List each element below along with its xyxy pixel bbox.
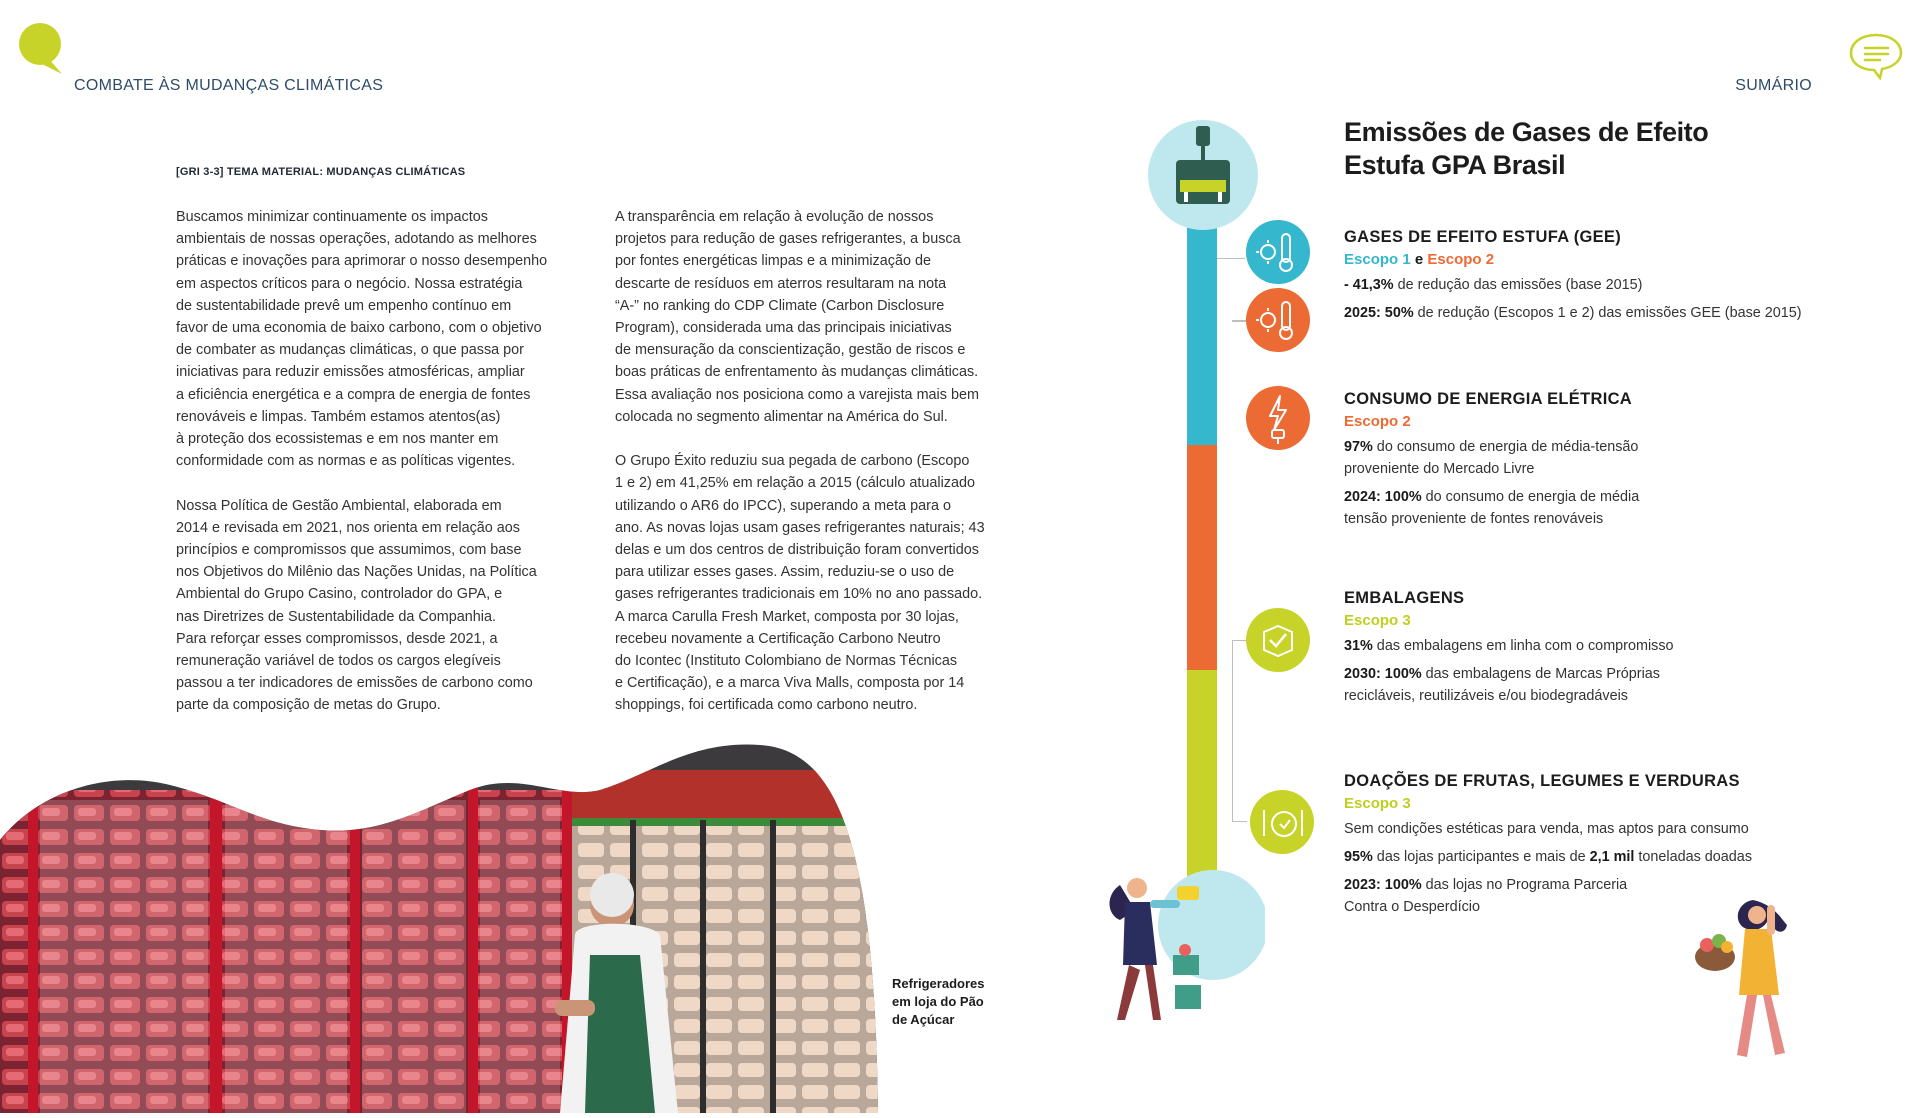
photo-caption: Refrigeradores em loja do Pão de Açúcar	[892, 976, 985, 1027]
connector-gee-2	[1232, 320, 1247, 322]
packaging-line-1: 31% das embalagens em linha com o compromisso	[1344, 638, 1674, 654]
refrigerators-photo	[0, 730, 880, 1113]
donations-line-1: Sem condições estéticas para venda, mas aptos para consumo	[1344, 821, 1749, 837]
person-illustration	[1095, 870, 1265, 1035]
section-title: COMBATE ÀS MUDANÇAS CLIMÁTICAS	[74, 77, 384, 94]
section-energy	[1344, 390, 1864, 530]
scale-icon	[1148, 120, 1258, 230]
article-column-1: Buscamos minimizar continuamente os impactos ambientais de nossas operações, adotando as melhores práticas e inovações para aprimorar o nosso desempenho em aspectos críticos para o negócio. Nossa estratégia de sustentabilidade prevê um empenho contínuo em favor de uma economia de baixo carbono, com o objetivo de combater as mudanças climáticas, o que passa por iniciativas para reduzir emissões atmosféricas, ampliar a eficiência energética e a compra de energia de fontes renováveis e limpas. Também estamos atentos(as) à proteção dos ecossistemas e em nos manter em conformidade com as normas e as políticas vigentes. Nossa Política de Gestão Ambiental, elaborada em 2014 e revisada em 2021, nos orienta em relação aos princípios e compromissos que assumimos, com base nos Objetivos do Milênio das Nações Unidas, na Política Ambiental do Grupo Casino, controlador do GPA, e nas Diretrizes de Sustentabilidade da Companhia. Para reforçar esses compromissos, desde 2021, a remuneração variável de todos os cargos elegíveis passou a ter indicadores de emissões de carbono como parte da composição de metas do Grupo.	[176, 209, 548, 714]
package-icon	[1246, 608, 1310, 672]
electric-plug-icon	[1246, 386, 1310, 450]
timeline-bar-orange	[1187, 445, 1217, 670]
energy-line-2: 2024: 100% do consumo de energia de média tensão proveniente de fontes renováveis	[1344, 489, 1640, 527]
summary-link[interactable]: SUMÁRIO	[1735, 77, 1812, 94]
scope-label: Escopo 3	[1344, 795, 1411, 812]
timeline-bar-blue	[1187, 210, 1217, 445]
section-title-packaging: EMBALAGENS	[1344, 589, 1465, 607]
scope-label: Escopo 2	[1344, 413, 1411, 430]
donations-line-3: 2023: 100% das lojas no Programa Parceria Contra o Desperdício	[1344, 877, 1628, 915]
logo-bubble-icon	[18, 22, 64, 74]
scope-label: Escopo 1 e Escopo 2	[1344, 251, 1495, 268]
timeline-bar-lime	[1187, 670, 1217, 885]
energy-line-1: 97% do consumo de energia de média-tensão proveniente do Mercado Livre	[1344, 439, 1639, 477]
packaging-line-2: 2030: 100% das embalagens de Marcas Próprias recicláveis, reutilizáveis e/ou biodegradáveis	[1344, 666, 1660, 704]
section-title-gee: GASES DE EFEITO ESTUFA (GEE)	[1344, 228, 1622, 246]
menu-bubble-icon[interactable]	[1848, 32, 1904, 80]
section-title-donations: DOAÇÕES DE FRUTAS, LEGUMES E VERDURAS	[1344, 772, 1740, 790]
connector-packaging	[1232, 640, 1247, 822]
gee-line-1: - 41,3% de redução das emissões (base 2015)	[1344, 277, 1643, 293]
scope-label: Escopo 3	[1344, 612, 1411, 629]
section-packaging	[1344, 589, 1864, 707]
section-donations	[1344, 772, 1864, 918]
connector-gee	[1217, 258, 1245, 321]
gee-line-2: 2025: 50% de redução (Escopos 1 e 2) das emissões GEE (base 2015)	[1344, 305, 1802, 321]
plate-icon	[1250, 790, 1314, 854]
person-with-basket-illustration	[1695, 895, 1815, 1065]
thermometer-icon	[1246, 288, 1310, 352]
section-title-energy: CONSUMO DE ENERGIA ELÉTRICA	[1344, 390, 1633, 408]
thermometer-icon	[1246, 220, 1310, 284]
donations-line-2: 95% das lojas participantes e mais de 2,1 mil toneladas doadas	[1344, 849, 1753, 865]
section-gee	[1344, 228, 1864, 324]
gri-tag: [GRI 3-3] TEMA MATERIAL: MUDANÇAS CLIMÁTICAS	[176, 166, 466, 178]
article-column-2: A transparência em relação à evolução de nossos projetos para redução de gases refrigerantes, a busca por fontes energéticas limpas e a minimização de descarte de resíduos em aterros resultaram na nota “A-” no ranking do CDP Climate (Carbon Disclosure Program), considerada uma das principais iniciativas de mensuração da conscientização, gestão de riscos e boas práticas de enfrentamento às mudanças climáticas. Essa avaliação nos posiciona como a varejista mais bem colocada no segmento alimentar na América do Sul. O Grupo Éxito reduziu sua pegada de carbono (Escopo 1 e 2) em 41,25% em relação a 2015 (cálculo atualizado utilizando o AR6 do IPCC), superando a meta para o ano. As novas lojas usam gases refrigerantes naturais; 43 delas e um dos centros de distribuição foram convertidos para utilizar esses gases. Assim, reduziu-se o uso de gases refrigerantes tradicionais em 10% no ano passado. A marca Carulla Fresh Market, composta por 30 lojas, recebeu novamente a Certificação Carbono Neutro do Icontec (Instituto Colombiano de Normas Técnicas e Certificação), e a marca Viva Malls, composta por 14 shoppings, foi certificada como carbono neutro.	[615, 209, 985, 714]
infographic-title: Emissões de Gases de Efeito Estufa GPA Brasil	[1344, 117, 1709, 180]
